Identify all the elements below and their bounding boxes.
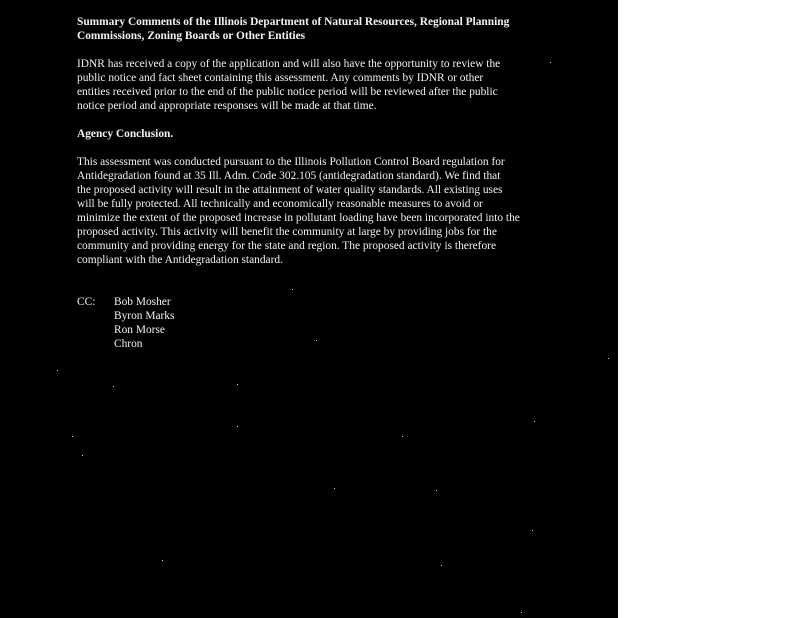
previous-paragraph-fragment — [77, 0, 555, 1]
summary-comments-heading: Summary Comments of the Illinois Department of Natural Resources, Regional Planning Commissions, Zoning Boards or Other Entities — [77, 16, 510, 42]
scan-noise-speck — [436, 490, 437, 491]
scan-noise-speck — [237, 384, 238, 385]
agency-conclusion-body: This assessment was conducted pursuant to the Illinois Pollution Control Board regulation for Antidegradation found at 35 Ill. Adm. Code 302.105 (antidegradation standard). We find that the proposed activity will result in the attainment of water quality standards. All existing uses will be fully protected. All technically and economically reasonable measures to avoid or minimize the extent of the proposed increase in pollutant loading have been incorporated into the proposed activity. This activity will benefit the community at large by providing jobs for the community and providing energy for the state and region. The proposed activity is therefore compliant with the Antidegradation standard. — [77, 156, 520, 266]
document-text — [77, 0, 555, 351]
scan-noise-speck — [550, 62, 551, 63]
scan-noise-speck — [441, 565, 442, 566]
scan-noise-speck — [534, 421, 535, 422]
cc-recipient: Ron Morse — [114, 324, 165, 336]
scan-noise-speck — [57, 370, 58, 371]
cc-recipient-list — [114, 295, 174, 351]
cc-recipient: Bob Mosher — [114, 296, 171, 308]
scan-noise-speck — [334, 488, 335, 489]
scan-noise-speck — [162, 560, 163, 561]
scan-noise-speck — [72, 436, 73, 437]
scan-noise-speck — [292, 289, 293, 290]
scan-noise-speck — [608, 358, 609, 359]
scan-noise-speck — [237, 426, 238, 427]
scan-noise-speck — [316, 340, 317, 341]
scan-noise-speck — [521, 612, 522, 613]
cc-label: CC: — [77, 296, 96, 308]
scan-noise-speck — [532, 530, 533, 531]
cc-recipient: Chron — [114, 338, 143, 350]
scan-noise-speck — [82, 455, 83, 456]
summary-comments-body: IDNR has received a copy of the application and will also have the opportunity to review the public notice and fact sheet containing this assessment. Any comments by IDNR or other entities received prior to the end of the public notice period will be reviewed after the public notice period and appropriate responses will be made at that time. — [77, 58, 501, 112]
scan-noise-speck — [402, 436, 403, 437]
scan-noise-speck — [113, 386, 114, 387]
agency-conclusion-heading: Agency Conclusion. — [77, 128, 174, 140]
cc-recipient: Byron Marks — [114, 310, 175, 322]
cc-block — [77, 295, 555, 351]
